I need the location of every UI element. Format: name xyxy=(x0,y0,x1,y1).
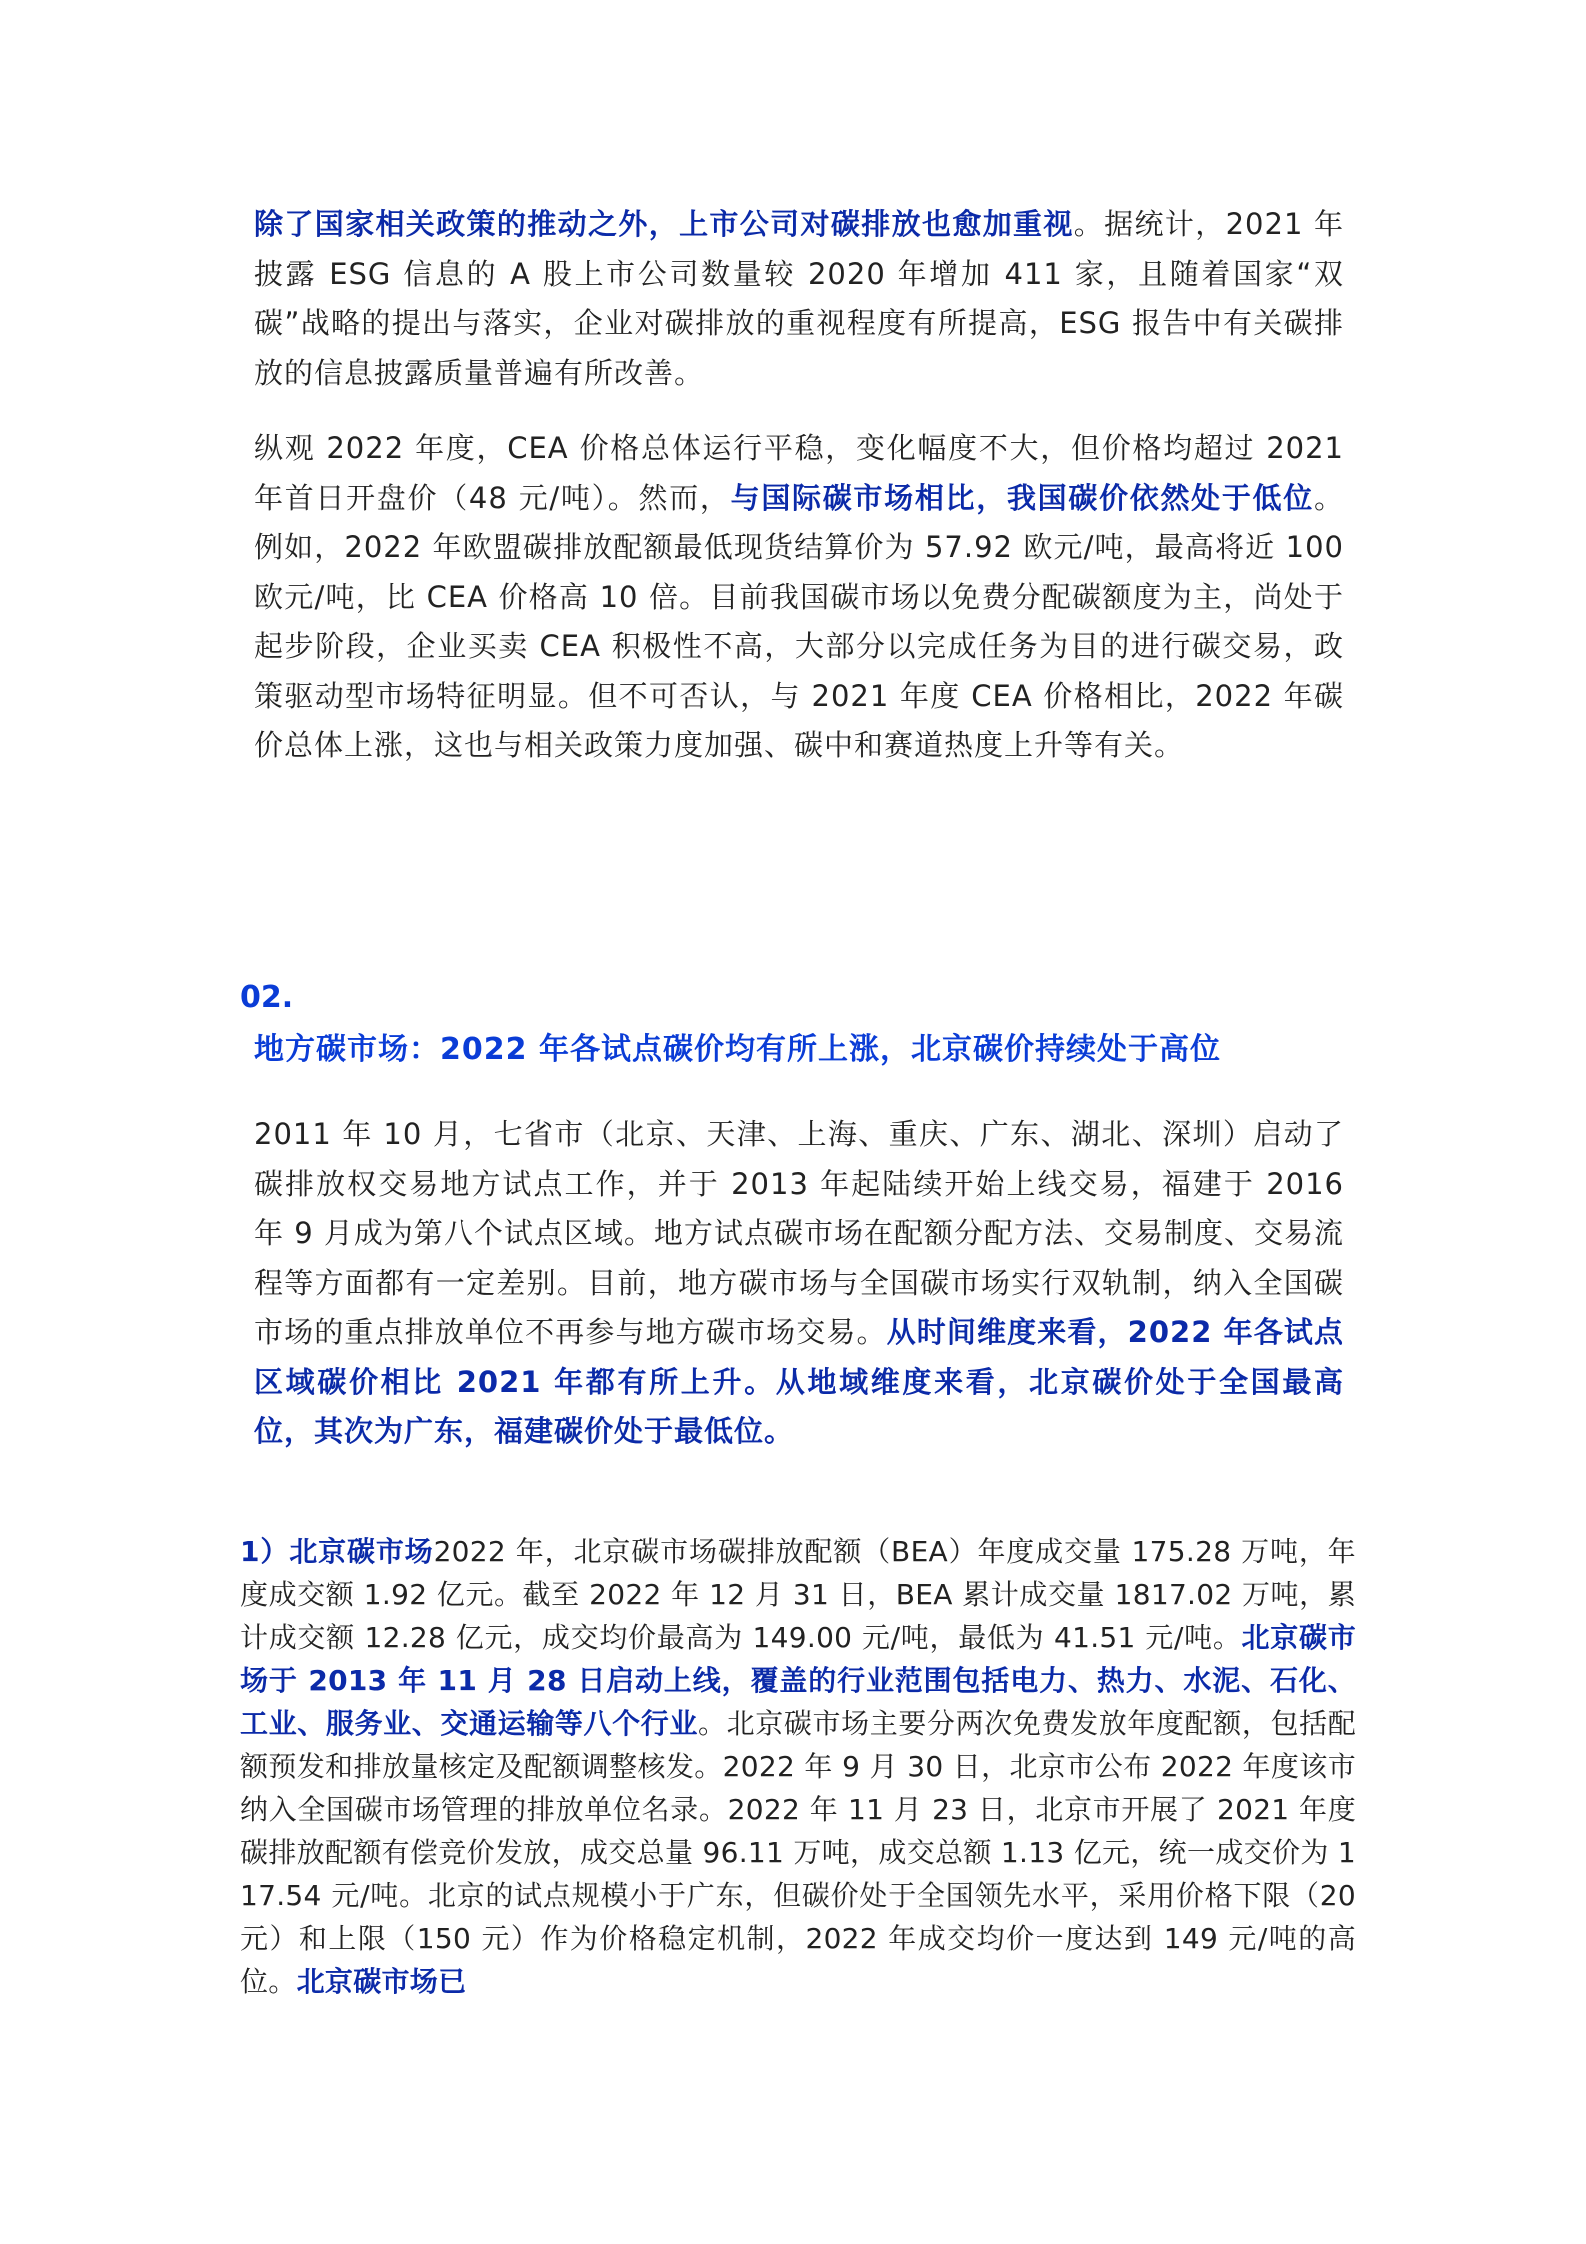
paragraph-pilot-markets xyxy=(254,1110,1344,1457)
body-text: 。据统计，2021 年披露 ESG 信息的 A 股上市公司数量较 2020 年增加 411 家，且随着国家“双碳”战略的提出与落实，企业对碳排放的重视程度有所提高，ESG 报告中有关碳排放的信息披露质量普遍有所改善。 xyxy=(254,207,1344,390)
paragraph-listed-companies xyxy=(254,200,1344,398)
body-text: 。例如，2022 年欧盟碳排放配额最低现货结算价为 57.92 欧元/吨，最高将近 100 欧元/吨，比 CEA 价格高 10 倍。目前我国碳市场以免费分配碳额度为主，尚处于起步阶段，企业买卖 CEA 积极性不高，大部分以完成任务为目的进行碳交易，政策驱动型市场特征明显。但不可否认，与 2021 年度 CEA 价格相比，2022 年碳价总体上涨，这也与相关政策力度加强、碳中和赛道热度上升等有关。 xyxy=(254,480,1344,762)
highlight-text: 北京碳市场已 xyxy=(296,1965,467,1998)
section-number: 02. xyxy=(240,980,294,1015)
body-text: 纵观 2022 年度，CEA 价格总体运行平稳，变化幅度不大，但价格均超过 2021 年首日开盘价（48 元/吨）。然而， xyxy=(254,431,1344,515)
body-text: 2022 年，北京碳市场碳排放配额（BEA）年度成交量 175.28 万吨，年度成交额 1.92 亿元。截至 2022 年 12 月 31 日，BEA 累计成交量 1817.02 万吨，累计成交额 12.28 亿元，成交均价最高为 149.00 元/吨，最低为 41.51 元/吨。 xyxy=(240,1535,1356,1654)
highlight-text: 除了国家相关政策的推动之外，上市公司对碳排放也愈加重视 xyxy=(254,207,1074,241)
highlight-text: 从时间维度来看，2022 年各试点区域碳价相比 2021 年都有所上升。从地域维度来看，北京碳价处于全国最高位，其次为广东，福建碳价处于最低位。 xyxy=(254,1315,1344,1448)
body-text: 2011 年 10 月，七省市（北京、天津、上海、重庆、广东、湖北、深圳）启动了碳排放权交易地方试点工作，并于 2013 年起陆续开始上线交易，福建于 2016 年 9 月成为第八个试点区域。地方试点碳市场在配额分配方法、交易制度、交易流程等方面都有一定差别。目前，地方碳市场与全国碳市场实行双轨制，纳入全国碳市场的重点排放单位不再参与地方碳市场交易。 xyxy=(254,1117,1344,1349)
body-text: 。北京碳市场主要分两次免费发放年度配额，包括配额预发和排放量核定及配额调整核发。2022 年 9 月 30 日，北京市公布 2022 年度该市纳入全国碳市场管理的排放单位名录。2022 年 11 月 23 日，北京市开展了 2021 年度碳排放配额有偿竞价发放，成交总量 96.11 万吨，成交总额 1.13 亿元，统一成交价为 117.54 元/吨。北京的试点规模小于广东，但碳价处于全国领先水平，采用价格下限（20 元）和上限（150 元）作为价格稳定机制，2022 年成交均价一度达到 149 元/吨的高位。 xyxy=(240,1707,1356,1998)
section-title: 地方碳市场：2022 年各试点碳价均有所上涨，北京碳价持续处于高位 xyxy=(254,1032,1221,1067)
highlight-text: 北京碳市场于 2013 年 11 月 28 日启动上线，覆盖的行业范围包括电力、热力、水泥、石化、工业、服务业、交通运输等八个行业 xyxy=(240,1621,1356,1740)
paragraph-cea-price xyxy=(254,424,1344,771)
highlight-text: 与国际碳市场相比，我国碳价依然处于低位 xyxy=(730,480,1314,515)
subsection-lead: 1）北京碳市场 xyxy=(240,1535,434,1568)
paragraph-beijing-market xyxy=(240,1530,1356,2003)
